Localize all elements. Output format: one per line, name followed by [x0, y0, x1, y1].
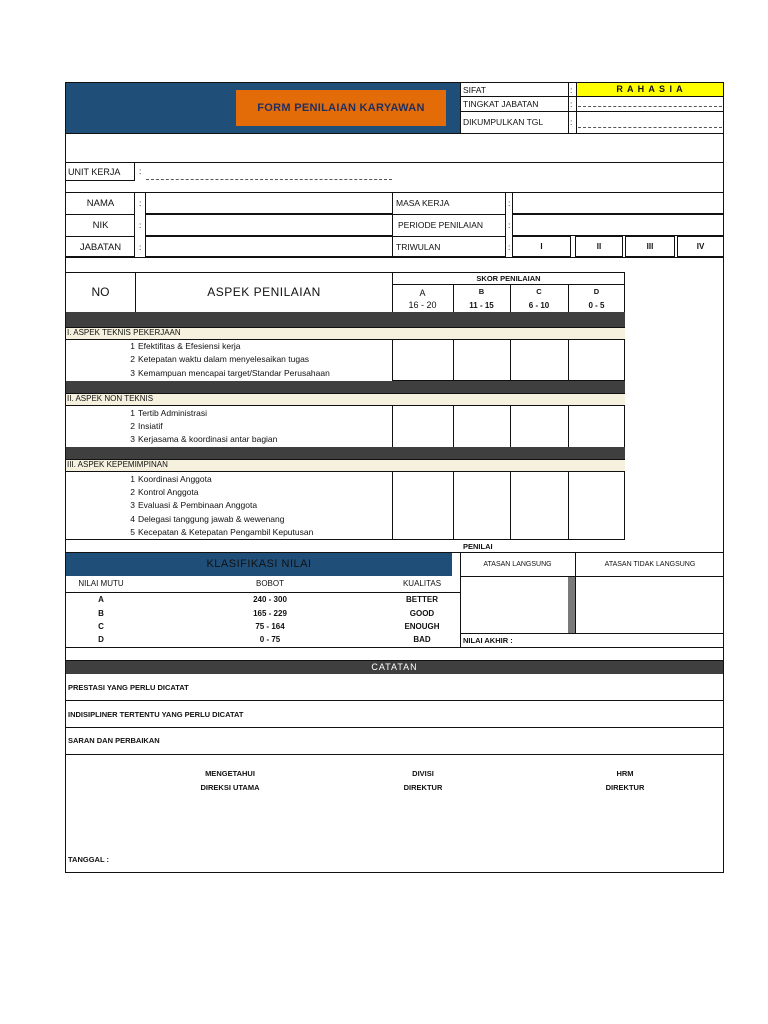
- colon: :: [139, 242, 142, 252]
- grade-c-range: 6 - 10: [528, 301, 550, 310]
- penilai-label: PENILAI: [463, 542, 493, 551]
- item-no: 2: [130, 487, 135, 497]
- section-divider: [66, 447, 625, 459]
- nik-label: NIK: [92, 220, 109, 231]
- quarter-label: II: [596, 242, 602, 251]
- periode-field[interactable]: [512, 214, 724, 236]
- signature-bottom: DIREKTUR: [403, 783, 443, 792]
- colon: :: [570, 85, 573, 95]
- form-title: FORM PENILAIAN KARYAWAN: [236, 90, 446, 126]
- colon: :: [508, 198, 511, 208]
- grade-a-range: 16 - 20: [408, 300, 437, 310]
- tanggal-label: TANGGAL :: [68, 855, 109, 864]
- nama-label: NAMA: [86, 198, 115, 209]
- item-text: Delegasi tanggung jawab & wewenang: [138, 514, 285, 524]
- bobot-value: 75 - 164: [255, 622, 285, 631]
- jabatan-label: JABATAN: [79, 242, 122, 253]
- tingkat-jabatan-field[interactable]: [578, 106, 722, 107]
- mutu-value: C: [98, 622, 104, 631]
- masa-kerja-label: MASA KERJA: [396, 198, 450, 208]
- unit-kerja-field[interactable]: [146, 179, 392, 180]
- item-text: Ketepatan waktu dalam menyelesaikan tugas: [138, 354, 310, 364]
- triwulan-label: TRIWULAN: [396, 242, 441, 252]
- item-no: 1: [130, 474, 135, 484]
- item-text: Kontrol Anggota: [138, 487, 199, 497]
- bobot-value: 240 - 300: [253, 595, 287, 604]
- nilai-mutu-header: NILAI MUTU: [78, 579, 124, 588]
- aspek-header: ASPEK PENILAIAN: [207, 285, 321, 299]
- kualitas-value: BETTER: [406, 595, 438, 604]
- dikumpulkan-field[interactable]: [578, 127, 722, 128]
- item-text: Insiatif: [138, 421, 163, 431]
- no-header: NO: [91, 285, 110, 299]
- mutu-value: D: [98, 635, 104, 644]
- item-no: 2: [130, 354, 135, 364]
- signature-top: DIVISI: [412, 769, 434, 778]
- masa-kerja-field[interactable]: [512, 192, 724, 214]
- item-no: 3: [130, 368, 135, 378]
- item-text: Tertib Administrasi: [138, 408, 207, 418]
- catatan-title: CATATAN: [371, 662, 418, 672]
- kualitas-header: KUALITAS: [402, 579, 442, 588]
- bobot-header: BOBOT: [255, 579, 284, 588]
- signature-bottom: DIREKTUR: [605, 783, 645, 792]
- item-no: 4: [130, 514, 135, 524]
- jabatan-field[interactable]: [145, 236, 393, 257]
- item-no: 3: [130, 434, 135, 444]
- colon: :: [570, 117, 573, 127]
- quarter-label: I: [540, 242, 543, 251]
- atasan-tidak-langsung-sign-area[interactable]: [577, 577, 723, 632]
- item-text: Kecepatan & Ketepatan Pengambil Keputusan: [138, 527, 314, 537]
- nik-field[interactable]: [145, 214, 393, 236]
- skor-header: SKOR PENILAIAN: [476, 274, 541, 283]
- nilai-akhir-label: NILAI AKHIR :: [463, 636, 513, 645]
- grade-d: D: [593, 287, 600, 296]
- klasifikasi-title: KLASIFIKASI NILAI: [206, 558, 312, 570]
- item-no: 5: [130, 527, 135, 537]
- section-title: II. ASPEK NON TEKNIS: [67, 394, 154, 403]
- section-title: III. ASPEK KEPEMIMPINAN: [67, 460, 168, 469]
- colon: :: [139, 220, 142, 230]
- dikumpulkan-label: DIKUMPULKAN TGL: [463, 117, 544, 127]
- sifat-label: SIFAT: [463, 85, 486, 95]
- prestasi-label: PRESTASI YANG PERLU DICATAT: [68, 683, 189, 692]
- saran-label: SARAN DAN PERBAIKAN: [68, 736, 160, 745]
- item-text: Evaluasi & Pembinaan Anggota: [138, 500, 258, 510]
- unit-kerja-label: UNIT KERJA: [68, 167, 121, 177]
- section-title: I. ASPEK TEKNIS PEKERJAAN: [67, 328, 181, 337]
- colon: :: [508, 220, 511, 230]
- colon: :: [139, 198, 142, 208]
- rahasia-label: R A H A S I A: [616, 84, 684, 94]
- mutu-value: B: [98, 609, 104, 618]
- item-text: Efektifitas & Efesiensi kerja: [138, 341, 241, 351]
- grade-c: C: [536, 287, 542, 296]
- item-no: 1: [130, 408, 135, 418]
- item-no: 3: [130, 500, 135, 510]
- signature-top: HRM: [616, 769, 634, 778]
- kualitas-value: BAD: [413, 635, 431, 644]
- item-text: Kemampuan mencapai target/Standar Perusahaan: [138, 368, 330, 378]
- section-divider: [66, 381, 625, 393]
- bobot-value: 165 - 229: [253, 609, 287, 618]
- periode-label: PERIODE PENILAIAN: [398, 220, 484, 230]
- quarter-label: IV: [696, 242, 705, 251]
- mutu-value: A: [98, 595, 104, 604]
- indisipliner-label: INDISIPLINER TERTENTU YANG PERLU DICATAT: [68, 710, 244, 719]
- atasan-tidak-langsung-label: ATASAN TIDAK LANGSUNG: [604, 561, 696, 568]
- grade-d-range: 0 - 5: [588, 301, 605, 310]
- penilai-divider: [568, 576, 575, 633]
- grade-a: A: [419, 288, 426, 298]
- colon: :: [570, 99, 573, 109]
- section-divider: [66, 312, 625, 327]
- colon: :: [139, 166, 142, 176]
- tingkat-jabatan-label: TINGKAT JABATAN: [463, 99, 539, 109]
- item-no: 2: [130, 421, 135, 431]
- atasan-langsung-sign-area[interactable]: [461, 577, 567, 632]
- grade-b: B: [478, 287, 485, 296]
- item-text: Kerjasama & koordinasi antar bagian: [138, 434, 278, 444]
- item-text: Koordinasi Anggota: [138, 474, 212, 484]
- kualitas-value: GOOD: [409, 609, 435, 618]
- bobot-value: 0 - 75: [259, 635, 281, 644]
- nama-field[interactable]: [145, 192, 393, 214]
- kualitas-value: ENOUGH: [404, 622, 440, 631]
- grade-b-range: 11 - 15: [469, 301, 494, 310]
- signature-top: MENGETAHUI: [205, 769, 255, 778]
- item-no: 1: [130, 341, 135, 351]
- signature-bottom: DIREKSI UTAMA: [200, 783, 260, 792]
- atasan-langsung-label: ATASAN LANGSUNG: [483, 561, 552, 568]
- quarter-label: III: [646, 242, 654, 251]
- colon: :: [508, 242, 511, 252]
